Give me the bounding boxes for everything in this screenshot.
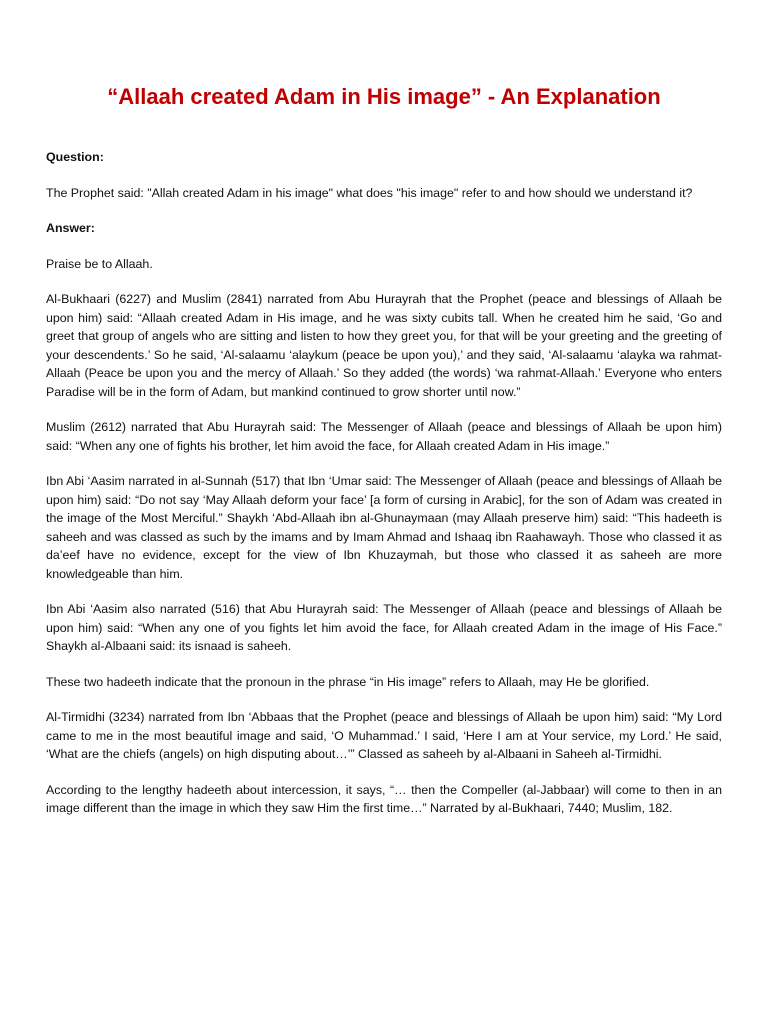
paragraph-bukhaari-muslim: Al-Bukhaari (6227) and Muslim (2841) narrated from Abu Hurayrah that the Prophet (peace and blessings of Allaah be upon him) said: “Allaah created Adam in His image, and he was sixty cubits tall. When he created him he said, ‘Go and greet that group of angels who are sitting and listen to how they greet you, for that will be your greeting and the greeting of your descendents.’ So he said, ‘Al-salaamu ‘alaykum (peace be upon you),’ and they said, ‘Al-salaamu ‘alayka wa rahmat-Allaah (Peace be upon you and the mercy of Allaah.’ So they added (the words) ‘wa rahmat-Allaah.’ Everyone who enters Paradise will be in the form of Adam, but mankind continued to grow shorter until now.” — [46, 292, 722, 399]
paragraph-pronoun: These two hadeeth indicate that the pronoun in the phrase “in His image” refers to Allaah, may He be glorified. — [46, 674, 650, 689]
document-body — [46, 148, 722, 835]
question-text: The Prophet said: "Allah created Adam in his image" what does "his image" refer to and how should we understand it? — [46, 185, 693, 200]
paragraph-muslim-2612: Muslim (2612) narrated that Abu Hurayrah said: The Messenger of Allaah (peace and blessings of Allaah be upon him) said: “When any one of fights his brother, let him avoid the face, for Allaah created Adam in His image.” — [46, 420, 722, 453]
paragraph-praise: Praise be to Allaah. — [46, 256, 153, 271]
paragraph-ibn-abi-aasim-516: Ibn Abi ‘Aasim also narrated (516) that Abu Hurayrah said: The Messenger of Allaah (peace and blessings of Allaah be upon him) said: “When any one of you fights let him avoid the face, for Allaah created Adam in the image of His Face.” Shaykh al-Albaani said: its isnaad is saheeh. — [46, 602, 722, 653]
paragraph-intercession: According to the lengthy hadeeth about intercession, it says, “… then the Compeller (al-Jabbaar) will come to then in an image different than the image in which they saw Him the first time…” Narrated by al-Bukhaari, 7440; Muslim, 182. — [46, 782, 722, 815]
question-label: Question: — [46, 150, 104, 164]
paragraph-ibn-abi-aasim-517: Ibn Abi ‘Aasim narrated in al-Sunnah (517) that Ibn ‘Umar said: The Messenger of Allaah (peace and blessings of Allaah be upon him) said: “Do not say ‘May Allaah deform your face’ [a form of cursing in Arabic], for the son of Adam was created in the image of the Most Merciful.” Shaykh ‘Abd-Allaah ibn al-Ghunaymaan (may Allaah preserve him) said: “This hadeeth is saheeh and was classed as such by the imams and by Imam Ahmad and Ishaaq ibn Raahawayh. Those who classed it as da’eef have no evidence, except for the view of Ibn Khuzaymah, but those who classed it as saheeh are more knowledgeable than him. — [46, 474, 722, 581]
page-title: “Allaah created Adam in His image” - An Explanation — [107, 84, 661, 109]
paragraph-tirmidhi: Al-Tirmidhi (3234) narrated from Ibn ‘Abbaas that the Prophet (peace and blessings of Allaah be upon him) said: “My Lord came to me in the most beautiful image and said, ‘O Muhammad.’ I said, ‘Here I am at Your service, my Lord.’ He said, ‘What are the chiefs (angels) on high disputing about…’” Classed as saheeh by al-Albaani in Saheeh al-Tirmidhi. — [46, 710, 722, 761]
answer-label: Answer: — [46, 221, 95, 235]
